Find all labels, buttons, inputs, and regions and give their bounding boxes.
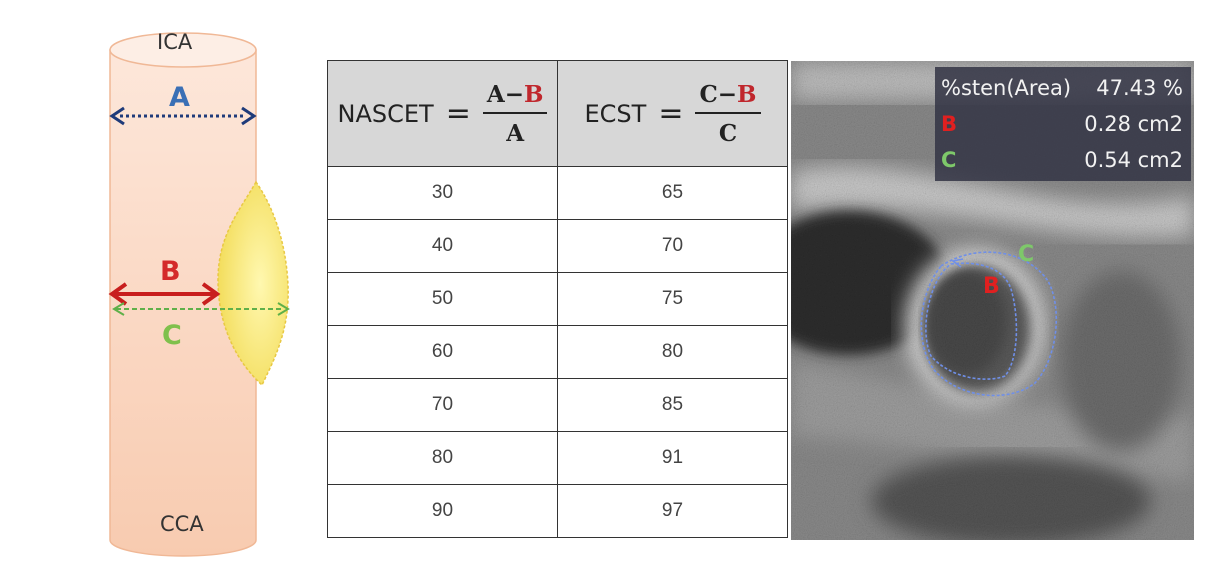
area-b-label: B	[941, 112, 958, 136]
table-row	[328, 432, 788, 485]
ecst-cell: 91	[558, 432, 788, 485]
vessel-diagram	[0, 0, 320, 571]
ecst-cell: 75	[558, 273, 788, 326]
table-row	[328, 485, 788, 538]
ica-label: ICA	[157, 30, 193, 54]
ecst-cell: 97	[558, 485, 788, 538]
ecst-header	[558, 61, 788, 167]
nascet-cell: 60	[328, 326, 558, 379]
table-row	[328, 220, 788, 273]
nascet-minus: −	[504, 80, 524, 108]
nascet-den: A	[506, 119, 525, 147]
table-row	[328, 273, 788, 326]
table-row	[328, 379, 788, 432]
table-row	[328, 167, 788, 220]
equals-sign: =	[658, 96, 684, 131]
trace-c-label: C	[1018, 242, 1035, 267]
trace-b-label: B	[983, 274, 1000, 299]
nascet-header	[328, 61, 558, 167]
stenosis-conversion-table	[327, 60, 788, 538]
area-c-value: 0.54 cm2	[1084, 148, 1183, 172]
nascet-cell: 50	[328, 273, 558, 326]
area-c-label: C	[941, 148, 957, 172]
nascet-cell: 40	[328, 220, 558, 273]
ecst-den: C	[718, 119, 738, 147]
measurement-overlay	[935, 67, 1191, 181]
nascet-num-b: B	[524, 80, 544, 108]
stenosis-value: 47.43 %	[1096, 76, 1183, 100]
letter-c: C	[162, 320, 182, 351]
area-b-value: 0.28 cm2	[1084, 112, 1183, 136]
stenosis-label: %sten(Area)	[941, 76, 1072, 100]
equals-sign: =	[445, 96, 471, 131]
ecst-name: ECST	[584, 99, 647, 128]
nascet-cell: 90	[328, 485, 558, 538]
ecst-cell: 80	[558, 326, 788, 379]
table-row	[328, 326, 788, 379]
cca-label: CCA	[160, 512, 204, 536]
nascet-name: NASCET	[337, 99, 434, 128]
ecst-minus: −	[717, 80, 738, 108]
nascet-cell: 80	[328, 432, 558, 485]
table-header-row	[328, 61, 788, 167]
nascet-cell: 70	[328, 379, 558, 432]
ultrasound-image	[791, 61, 1194, 540]
nascet-num-a: A	[486, 80, 505, 108]
ecst-cell: 65	[558, 167, 788, 220]
nascet-fraction	[483, 81, 548, 147]
letter-a: A	[169, 82, 190, 113]
ecst-num-c: C	[699, 80, 718, 108]
nascet-cell: 30	[328, 167, 558, 220]
letter-b: B	[160, 256, 181, 287]
area-b-row	[935, 107, 1191, 141]
ecst-fraction	[695, 81, 760, 147]
area-c-row	[935, 143, 1191, 177]
ecst-num-b: B	[737, 80, 757, 108]
ecst-cell: 85	[558, 379, 788, 432]
ecst-cell: 70	[558, 220, 788, 273]
stenosis-row	[935, 71, 1191, 105]
